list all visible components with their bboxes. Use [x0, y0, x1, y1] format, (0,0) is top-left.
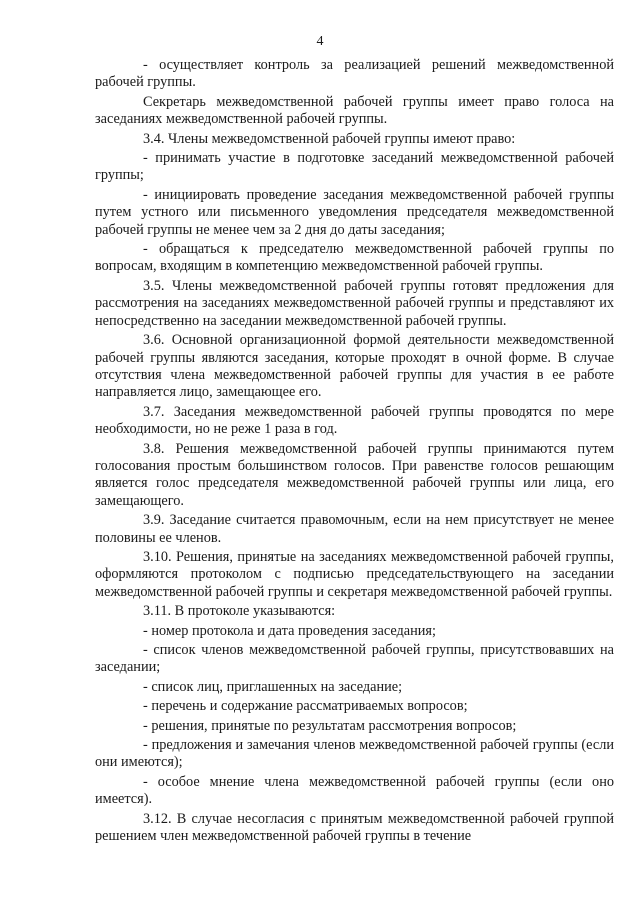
- paragraph: 3.5. Члены межведомственной рабочей группы готовят предложения для рассмотрения на заседаниях межведомственной рабочей группы и представляют их непосредственно на заседании межведомственной рабочей группы.: [95, 277, 614, 329]
- paragraph: 3.11. В протоколе указываются:: [143, 603, 336, 620]
- paragraph: 3.9. Заседание считается правомочным, если на нем присутствует не менее половины ее членов.: [95, 512, 614, 546]
- paragraph: 3.4. Члены межведомственной рабочей группы имеют право:: [143, 130, 516, 147]
- paragraph: - осуществляет контроль за реализацией решений межведомственной рабочей группы.: [95, 57, 614, 91]
- paragraph: - принимать участие в подготовке заседаний межведомственной рабочей группы;: [95, 150, 614, 184]
- paragraph: 3.6. Основной организационной формой деятельности межведомственной рабочей группы являются заседания, которые проходят в очной форме. В случае отсутствия члена межведомственной рабочей группы для участия в ее работе направляется лицо, замещающее его.: [95, 332, 614, 401]
- paragraph: - номер протокола и дата проведения заседания;: [143, 622, 436, 639]
- paragraph: - инициировать проведение заседания межведомственной рабочей группы путем устного или письменного уведомления председателя межведомственной рабочей группы не менее чем за 2 дня до даты заседания;: [95, 186, 614, 238]
- paragraph: 3.12. В случае несогласия с принятым межведомственной рабочей группой решением член межведомственной рабочей группы в течение: [95, 810, 614, 845]
- paragraph: Секретарь межведомственной рабочей группы имеет право голоса на заседаниях межведомственной рабочей группы.: [95, 93, 614, 128]
- paragraph: 3.7. Заседания межведомственной рабочей группы проводятся по мере необходимости, но не реже 1 раза в год.: [95, 403, 614, 438]
- page-number: 4: [316, 34, 324, 49]
- document-body: [95, 57, 614, 847]
- paragraph: - решения, принятые по результатам рассмотрения вопросов;: [143, 717, 517, 734]
- paragraph: - список членов межведомственной рабочей группы, присутствовавших на заседании;: [95, 642, 614, 676]
- paragraph: - список лиц, приглашенных на заседание;: [143, 678, 403, 695]
- paragraph: - перечень и содержание рассматриваемых вопросов;: [143, 698, 468, 715]
- paragraph: - предложения и замечания членов межведомственной рабочей группы (если они имеются);: [95, 737, 614, 771]
- paragraph: - обращаться к председателю межведомственной рабочей группы по вопросам, входящим в компетенцию межведомственной рабочей группы.: [95, 241, 614, 275]
- paragraph: - особое мнение члена межведомственной рабочей группы (если оно имеется).: [95, 773, 614, 808]
- paragraph: 3.8. Решения межведомственной рабочей группы принимаются путем голосования простым большинством голосов. При равенстве голосов решающим является голос председателя межведомственной рабочей группы или лица, его замещающего.: [95, 440, 614, 509]
- paragraph: 3.10. Решения, принятые на заседаниях межведомственной рабочей группы, оформляются протоколом с подписью председательствующего на заседании межведомственной рабочей группы и секретаря межведомственной рабочей группы.: [95, 548, 614, 600]
